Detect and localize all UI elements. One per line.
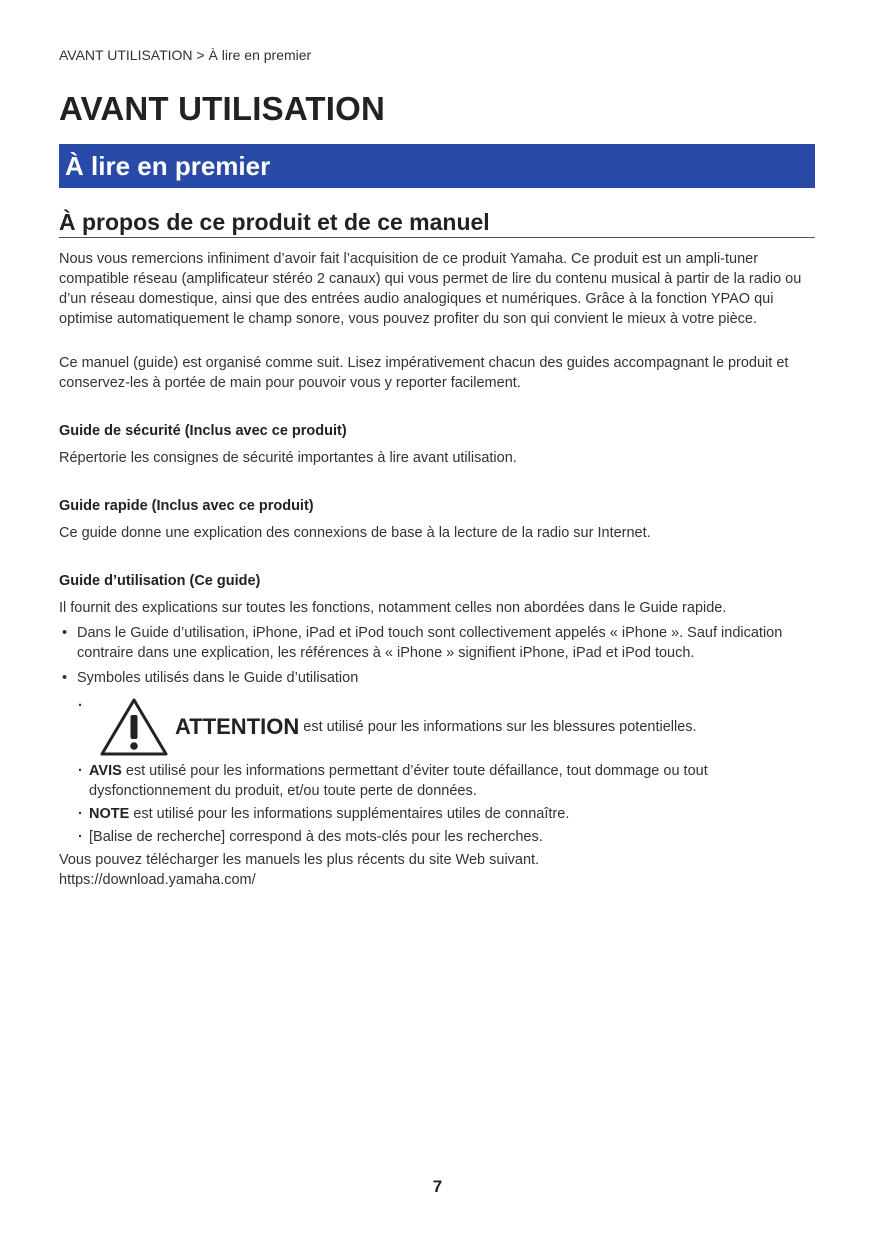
note-label: NOTE [89, 806, 130, 822]
symbol-item-search-tag [77, 827, 815, 847]
warning-triangle-icon [99, 697, 169, 757]
bullet-list [59, 623, 815, 688]
section-title: À lire en premier [59, 144, 815, 188]
subsection-title: À propos de ce produit et de ce manuel [59, 206, 815, 238]
guide-desc-quick: Ce guide donne une explication des connexions de base à la lecture de la radio sur Internet. [59, 525, 651, 541]
download-note: Vous pouvez télécharger les manuels les plus récents du site Web suivant. [59, 852, 540, 868]
search-tag-text: [Balise de recherche] correspond à des mots-clés pour les recherches. [89, 829, 543, 845]
symbol-item-avis [77, 761, 815, 801]
organization-paragraph: Ce manuel (guide) est organisé comme suit. Lisez impérativement chacun des guides accompagnant le produit et conservez-les à portée de main pour pouvoir vous y reporter facilement. [59, 355, 789, 391]
bullet-item: • Symboles utilisés dans le Guide d’utilisation [59, 668, 815, 688]
download-link[interactable]: https://download.yamaha.com/ [59, 872, 256, 888]
guide-desc-safety: Répertorie les consignes de sécurité importantes à lire avant utilisation. [59, 450, 517, 466]
body-text [59, 249, 815, 890]
avis-label: AVIS [89, 763, 122, 779]
breadcrumb: AVANT UTILISATION > À lire en premier [59, 47, 312, 63]
note-text: est utilisé pour les informations supplémentaires utiles de connaître. [133, 806, 570, 822]
symbol-item-attention [77, 696, 815, 758]
attention-label: · ATTENTION [175, 714, 300, 739]
symbol-list [59, 696, 815, 847]
guide-title-user: Guide d’utilisation (Ce guide) [59, 573, 261, 589]
chapter-title: AVANT UTILISATION [59, 90, 386, 127]
page-number: 7 [432, 1177, 443, 1196]
intro-paragraph: Nous vous remercions infiniment d’avoir fait l’acquisition de ce produit Yamaha. Ce produit est un ampli-tuner compatible réseau (amplificateur stéréo 2 canaux) qui vous permet de lire du contenu musical à partir de la radio ou d’un réseau domestique, ainsi que des entrées audio analogiques et numériques. Grâce à la fonction YPAO qui optimise automatiquement le champ sonore, vous pouvez profiter du son qui convient le mieux à votre pièce. [59, 251, 802, 327]
avis-text: est utilisé pour les informations permettant d’éviter toute défaillance, tout dommage ou tout dysfonctionnement du produit, et/ou toute perte de données. [89, 763, 708, 799]
guide-title-safety: Guide de sécurité (Inclus avec ce produit) [59, 423, 347, 439]
symbol-item-note [77, 804, 815, 824]
attention-text: est utilisé pour les informations sur les blessures potentielles. [303, 719, 697, 735]
guide-desc-user: Il fournit des explications sur toutes les fonctions, notamment celles non abordées dans le Guide rapide. [59, 600, 727, 616]
guide-title-quick: Guide rapide (Inclus avec ce produit) [59, 498, 314, 514]
bullet-item: • Dans le Guide d’utilisation, iPhone, iPad et iPod touch sont collectivement appelés « iPhone ». Sauf indication contraire dans une explication, les références à « iPhone » signifient iPhone, iPad et iPod touch. [59, 623, 815, 663]
